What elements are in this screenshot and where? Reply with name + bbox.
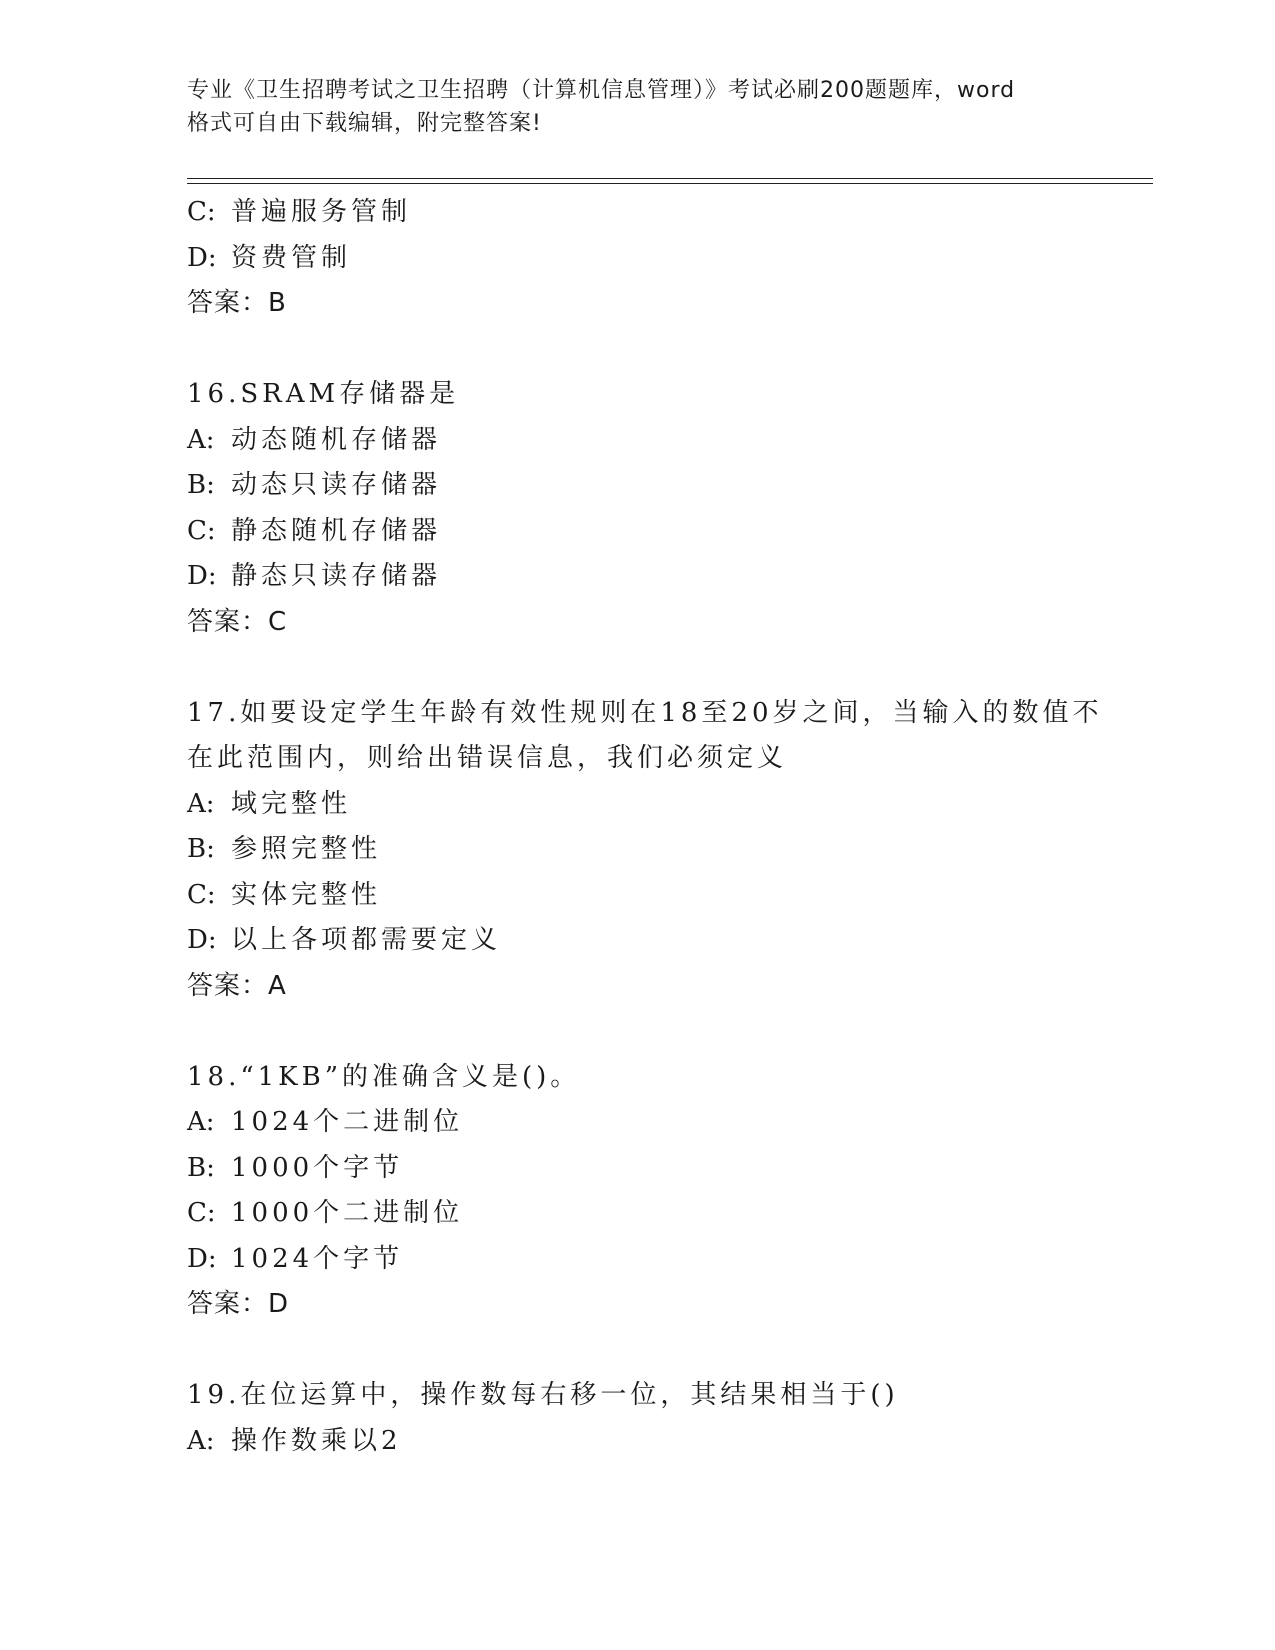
answer-line: 答案：D bbox=[187, 1289, 290, 1319]
option-letter: A: bbox=[187, 1425, 215, 1456]
option-d bbox=[187, 554, 1087, 600]
option-letter: B: bbox=[187, 1152, 215, 1183]
question-block-15 bbox=[187, 190, 1087, 327]
option-letter: C: bbox=[187, 515, 216, 546]
question-text: 18.“1KB”的准确含义是()。 bbox=[187, 1061, 581, 1092]
question-text: 16.SRAM存储器是 bbox=[187, 379, 460, 409]
answer-line: 答案：A bbox=[187, 970, 287, 1001]
header-divider-top bbox=[187, 178, 1153, 179]
block-spacer bbox=[187, 645, 1087, 691]
question-block-16 bbox=[187, 372, 1087, 645]
answer-line: 答案：C bbox=[187, 606, 288, 637]
option-b bbox=[187, 1146, 1087, 1192]
question-list bbox=[187, 190, 1103, 1464]
option-letter: C: bbox=[187, 879, 216, 910]
option-letter: D: bbox=[187, 1243, 217, 1274]
option-text: 以上各项都需要定义 bbox=[231, 925, 502, 955]
option-d bbox=[187, 236, 1087, 282]
option-c bbox=[187, 509, 1087, 555]
option-a bbox=[187, 1419, 1087, 1465]
option-d bbox=[187, 1237, 1087, 1283]
option-b bbox=[187, 463, 1087, 509]
option-letter: C: bbox=[187, 1198, 216, 1228]
block-spacer bbox=[187, 1328, 1087, 1374]
option-text: 普遍服务管制 bbox=[231, 197, 412, 227]
option-text: 静态随机存储器 bbox=[231, 515, 442, 546]
option-b bbox=[187, 827, 1087, 873]
option-c bbox=[187, 1191, 1087, 1237]
option-text: 静态只读存储器 bbox=[231, 561, 442, 591]
option-text: 动态只读存储器 bbox=[231, 470, 442, 500]
option-text: 1000个二进制位 bbox=[231, 1198, 464, 1228]
question-block-19 bbox=[187, 1373, 1087, 1464]
header-title-line-1: 专业《卫生招聘考试之卫生招聘（计算机信息管理）》考试必刷200题题库，word bbox=[187, 78, 1016, 103]
option-text: 1024个字节 bbox=[231, 1243, 404, 1274]
option-text: 实体完整性 bbox=[231, 879, 382, 910]
option-text: 资费管制 bbox=[231, 242, 352, 273]
option-text: 动态随机存储器 bbox=[231, 424, 442, 455]
option-letter: D: bbox=[187, 561, 217, 591]
option-a bbox=[187, 782, 1087, 828]
option-text: 操作数乘以2 bbox=[231, 1425, 402, 1456]
question-block-17 bbox=[187, 691, 1103, 1010]
question-block-18 bbox=[187, 1055, 1087, 1328]
option-c bbox=[187, 190, 1087, 236]
option-letter: B: bbox=[187, 834, 215, 864]
option-a bbox=[187, 1100, 1087, 1146]
option-letter: C: bbox=[187, 197, 216, 227]
option-a bbox=[187, 418, 1087, 464]
block-spacer bbox=[187, 1009, 1087, 1055]
option-text: 域完整性 bbox=[231, 788, 352, 819]
header-title-line-2: 格式可自由下载编辑，附完整答案! bbox=[187, 111, 542, 136]
option-text: 1024个二进制位 bbox=[231, 1107, 464, 1137]
block-spacer bbox=[187, 327, 1087, 373]
option-c bbox=[187, 873, 1087, 919]
document-header bbox=[187, 74, 1087, 140]
answer-line: 答案：B bbox=[187, 288, 287, 318]
header-divider-bottom bbox=[187, 183, 1153, 184]
question-text-line-2: 在此范围内，则给出错误信息，我们必须定义 bbox=[187, 743, 788, 773]
option-letter: D: bbox=[187, 925, 217, 955]
question-text-line-1: 17.如要设定学生年龄有效性规则在18至20岁之间，当输入的数值不 bbox=[187, 697, 1103, 728]
option-letter: B: bbox=[187, 470, 215, 500]
option-letter: D: bbox=[187, 242, 217, 273]
option-letter: A: bbox=[187, 1107, 215, 1137]
option-letter: A: bbox=[187, 788, 215, 819]
option-d bbox=[187, 918, 1087, 964]
option-text: 1000个字节 bbox=[231, 1152, 404, 1183]
question-text: 19.在位运算中，操作数每右移一位，其结果相当于() bbox=[187, 1380, 899, 1410]
option-letter: A: bbox=[187, 424, 215, 455]
option-text: 参照完整性 bbox=[231, 834, 382, 864]
